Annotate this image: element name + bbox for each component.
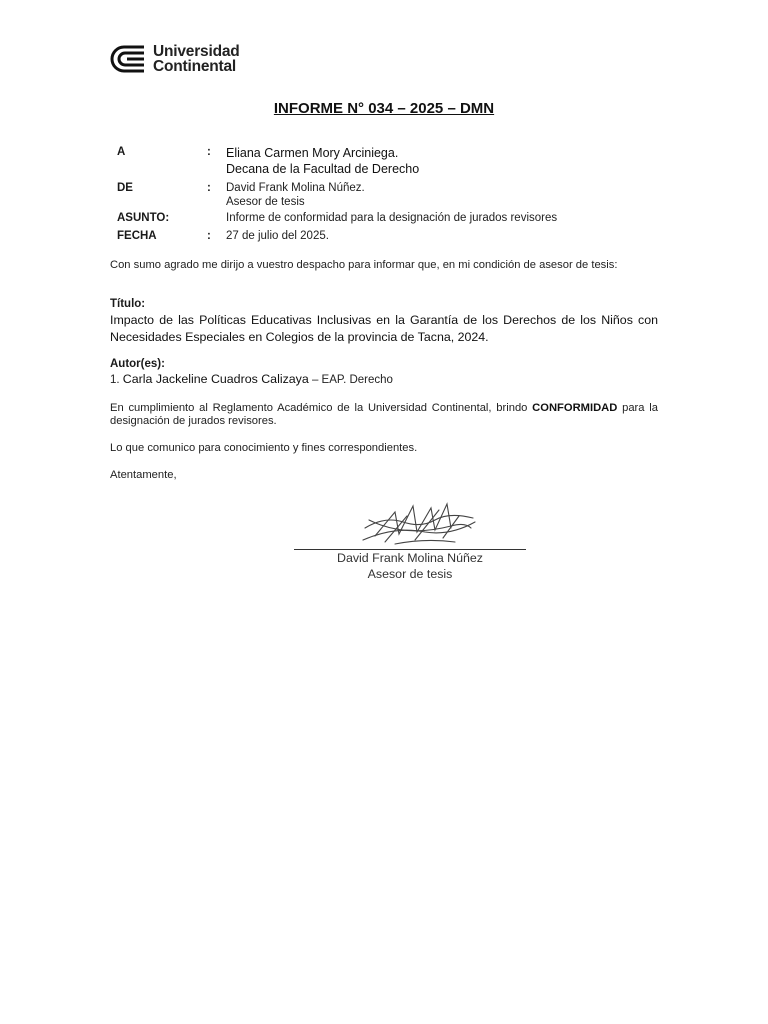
author-number: 1. xyxy=(110,374,123,386)
conformity-strong: CONFORMIDAD xyxy=(532,402,618,414)
to-position: Decana de la Facultad de Derecho xyxy=(226,162,420,176)
author-entry xyxy=(110,373,658,387)
subject-label: ASUNTO: xyxy=(117,212,170,224)
to-colon: : xyxy=(207,146,211,158)
closing-paragraph: Lo que comunico para conocimiento y fines correspondientes. xyxy=(110,442,418,454)
university-logo xyxy=(110,44,240,74)
thesis-title-label: Título: xyxy=(110,298,146,310)
author-name: Carla Jackeline Cuadros Calizaya xyxy=(122,372,309,386)
from-label: DE xyxy=(117,182,133,194)
signature-line xyxy=(294,549,526,550)
from-colon: : xyxy=(207,182,211,194)
salutation: Atentamente, xyxy=(110,469,177,481)
signer-name: David Frank Molina Núñez xyxy=(337,551,483,565)
date-colon: : xyxy=(207,230,211,242)
to-label: A xyxy=(117,146,126,158)
authors-label: Autor(es): xyxy=(110,358,165,370)
conformity-paragraph xyxy=(110,402,658,428)
from-name: David Frank Molina Núñez. xyxy=(226,182,365,194)
logo-text xyxy=(153,44,240,74)
date-value: 27 de julio del 2025. xyxy=(226,230,329,242)
logo-line-2: Continental xyxy=(153,58,237,75)
conformity-text-post: para la designación de jurados revisores. xyxy=(110,402,658,427)
date-label: FECHA xyxy=(117,230,157,242)
from-position: Asesor de tesis xyxy=(226,196,305,208)
to-name: Eliana Carmen Mory Arciniega. xyxy=(226,146,399,160)
subject-value: Informe de conformidad para la designación de jurados revisores xyxy=(226,212,558,224)
author-program: – EAP. Derecho xyxy=(308,374,393,386)
conformity-text-pre: En cumplimiento al Reglamento Académico de la Universidad Continental, brindo xyxy=(110,402,533,414)
signer-role: Asesor de tesis xyxy=(367,567,453,581)
intro-paragraph: Con sumo agrado me dirijo a vuestro despacho para informar que, en mi condición de asesor de tesis: xyxy=(110,259,618,271)
university-logo-icon xyxy=(110,44,146,74)
document-title: INFORME N° 034 – 2025 – DMN xyxy=(273,100,495,117)
logo-line-1: Universidad xyxy=(153,43,240,60)
thesis-title-text: Impacto de las Políticas Educativas Inclusivas en la Garantía de los Derechos de los Niños con Necesidades Especiales en Colegios de la provincia de Tacna, 2024. xyxy=(110,313,658,344)
